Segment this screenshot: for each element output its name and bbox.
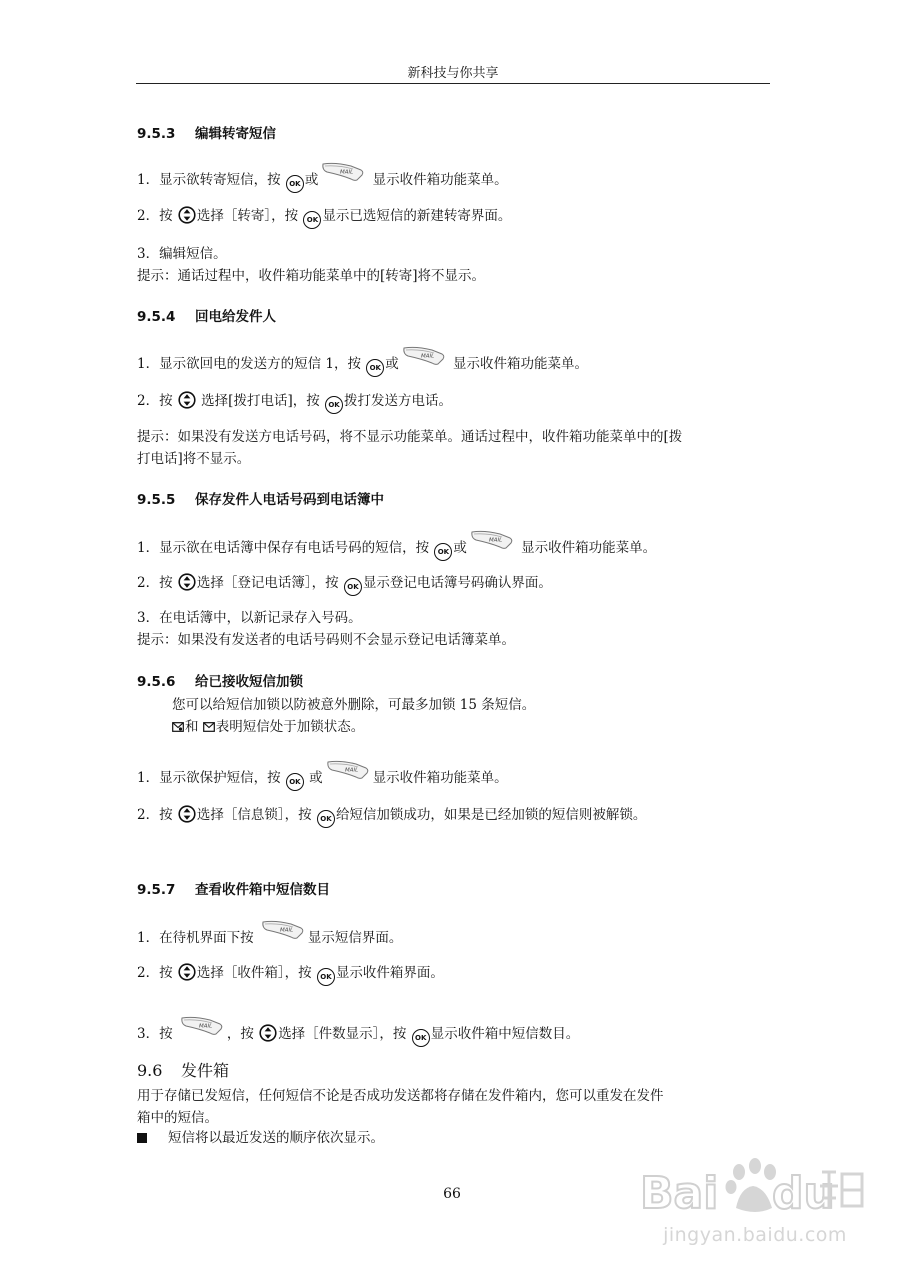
section-number: 9.5.3	[137, 126, 176, 142]
outbox-desc-line2: 箱中的短信。	[137, 1110, 218, 1126]
svg-text:Bai: Bai	[640, 1168, 719, 1219]
step-955-1	[137, 528, 656, 561]
section-number: 9.6	[137, 1061, 163, 1080]
lock-intro: 您可以给短信加锁以防被意外删除，可最多加锁 15 条短信。	[172, 697, 536, 713]
step-text: 2．按	[137, 575, 177, 591]
running-header: 新科技与你共享	[407, 66, 499, 81]
step-text: 或	[304, 172, 319, 188]
nav-key-icon	[178, 805, 196, 823]
section-title: 回电给发件人	[195, 309, 276, 325]
tip-955: 提示：如果没有发送者的电话号码则不会显示登记电话簿菜单。	[137, 632, 515, 648]
step-957-3	[137, 1014, 579, 1047]
step-text: ，按	[226, 1026, 259, 1042]
section-heading-953	[137, 122, 276, 142]
watermark-url: jingyan.baidu.com	[663, 1224, 847, 1246]
step-text: 3．按	[137, 1026, 177, 1042]
step-text: 显示已选短信的新建转寄界面。	[322, 208, 512, 224]
ok-key-icon: OK	[412, 1029, 430, 1047]
step-955-3: 3．在电话簿中，以新记录存入号码。	[137, 610, 362, 626]
page-number: 66	[443, 1186, 461, 1202]
lock-icons-note	[172, 716, 364, 738]
section-heading-956	[137, 670, 303, 690]
step-text: 显示收件箱功能菜单。	[372, 770, 508, 786]
section-title: 编辑转寄短信	[195, 126, 276, 142]
section-title: 给已接收短信加锁	[195, 674, 303, 690]
step-text: 1．显示欲回电的发送方的短信 1，按	[137, 356, 366, 372]
bullet-text: 短信将以最近发送的顺序依次显示。	[168, 1130, 384, 1146]
section-title: 发件箱	[181, 1061, 230, 1080]
step-text: 显示登记电话簿号码确认界面。	[362, 575, 552, 591]
header-rule	[136, 83, 770, 84]
nav-key-icon	[178, 391, 196, 409]
ok-key-icon: OK	[344, 578, 362, 596]
step-text: 显示收件箱界面。	[335, 965, 444, 981]
section-title: 查看收件箱中短信数目	[195, 882, 330, 898]
ok-key-icon: OK	[434, 543, 452, 561]
bullet-square-icon	[137, 1133, 147, 1143]
nav-key-icon	[178, 963, 196, 981]
step-text: 2．按	[137, 208, 177, 224]
nav-key-icon	[259, 1024, 277, 1042]
section-number: 9.5.4	[137, 309, 176, 325]
step-text: 1．显示欲在电话簿中保存有电话号码的短信，按	[137, 540, 434, 556]
step-955-2	[137, 572, 552, 596]
tip-953: 提示：通话过程中，收件箱功能菜单中的[转寄]将不显示。	[137, 268, 486, 284]
ok-key-icon: OK	[286, 175, 304, 193]
message-icon	[203, 722, 215, 732]
step-text: 选择［收件箱］，按	[196, 965, 316, 981]
note-text: 表明短信处于加锁状态。	[215, 719, 365, 735]
section-heading-955	[137, 488, 384, 508]
step-text: 给短信加锁成功，如果是已经加锁的短信则被解锁。	[335, 807, 647, 823]
step-text: 选择［登记电话簿］，按	[196, 575, 343, 591]
ok-key-icon: OK	[325, 396, 343, 414]
step-text: 显示短信界面。	[307, 930, 403, 946]
nav-key-icon	[178, 573, 196, 591]
section-number: 9.5.7	[137, 882, 176, 898]
step-text: 2．按	[137, 965, 177, 981]
ok-key-icon: OK	[317, 810, 335, 828]
step-956-1	[137, 758, 508, 791]
step-954-2	[137, 390, 452, 414]
step-text: 2．按	[137, 393, 177, 409]
step-text: 1．显示欲转寄短信，按	[137, 172, 285, 188]
tip-954-line2: 打电话]将不显示。	[137, 451, 251, 467]
step-957-2	[137, 962, 444, 986]
mail-key-icon	[326, 758, 370, 780]
svg-text:du: du	[772, 1168, 835, 1219]
step-text: 1．在待机界面下按	[137, 930, 258, 946]
mail-key-icon	[402, 344, 446, 366]
tip-954-line1: 提示：如果没有发送方电话号码，将不显示功能菜单。通话过程中，收件箱功能菜单中的[拨	[137, 429, 683, 445]
step-text: 或	[453, 540, 467, 556]
step-text: 选择［转寄］，按	[196, 208, 303, 224]
step-text: 或	[304, 770, 323, 786]
mail-key-icon	[321, 160, 365, 182]
step-957-1	[137, 918, 402, 949]
section-title: 保存发件人电话号码到电话簿中	[195, 492, 384, 508]
section-number: 9.5.5	[137, 492, 176, 508]
step-text: 显示收件箱功能菜单。	[448, 356, 589, 372]
step-text: 显示收件箱功能菜单。	[368, 172, 508, 188]
mail-key-icon	[261, 918, 305, 940]
ok-key-icon: OK	[366, 359, 384, 377]
step-text: 1．显示欲保护短信，按	[137, 770, 285, 786]
step-text: 显示收件箱功能菜单。	[516, 540, 657, 556]
step-text: 拨打发送方电话。	[344, 393, 453, 409]
step-text: 或	[385, 356, 399, 372]
ok-key-icon: OK	[317, 968, 335, 986]
note-text: 和	[185, 719, 203, 735]
step-953-3: 3．编辑短信。	[137, 246, 227, 262]
outbox-desc-line1: 用于存储已发短信，任何短信不论是否成功发送都将存储在发件箱内，您可以重发在发件	[137, 1088, 664, 1104]
step-953-1	[137, 160, 508, 193]
step-text: 选择［信息锁］，按	[196, 807, 316, 823]
step-text: 选择［件数显示］，按	[278, 1026, 411, 1042]
ok-key-icon: OK	[286, 773, 304, 791]
step-text: 2．按	[137, 807, 177, 823]
section-heading-954	[137, 305, 276, 325]
step-953-2	[137, 205, 511, 229]
locked-message-icon	[172, 722, 184, 732]
step-954-1	[137, 344, 588, 377]
section-heading-957	[137, 878, 330, 898]
section-heading-96	[137, 1058, 229, 1081]
section-number: 9.5.6	[137, 674, 176, 690]
step-956-2	[137, 804, 646, 828]
step-text: 选择[拨打电话]，按	[196, 393, 325, 409]
step-text: 显示收件箱中短信数目。	[430, 1026, 580, 1042]
mail-key-icon	[470, 528, 514, 550]
mail-key-icon	[180, 1014, 224, 1036]
ok-key-icon: OK	[303, 211, 321, 229]
nav-key-icon	[178, 206, 196, 224]
